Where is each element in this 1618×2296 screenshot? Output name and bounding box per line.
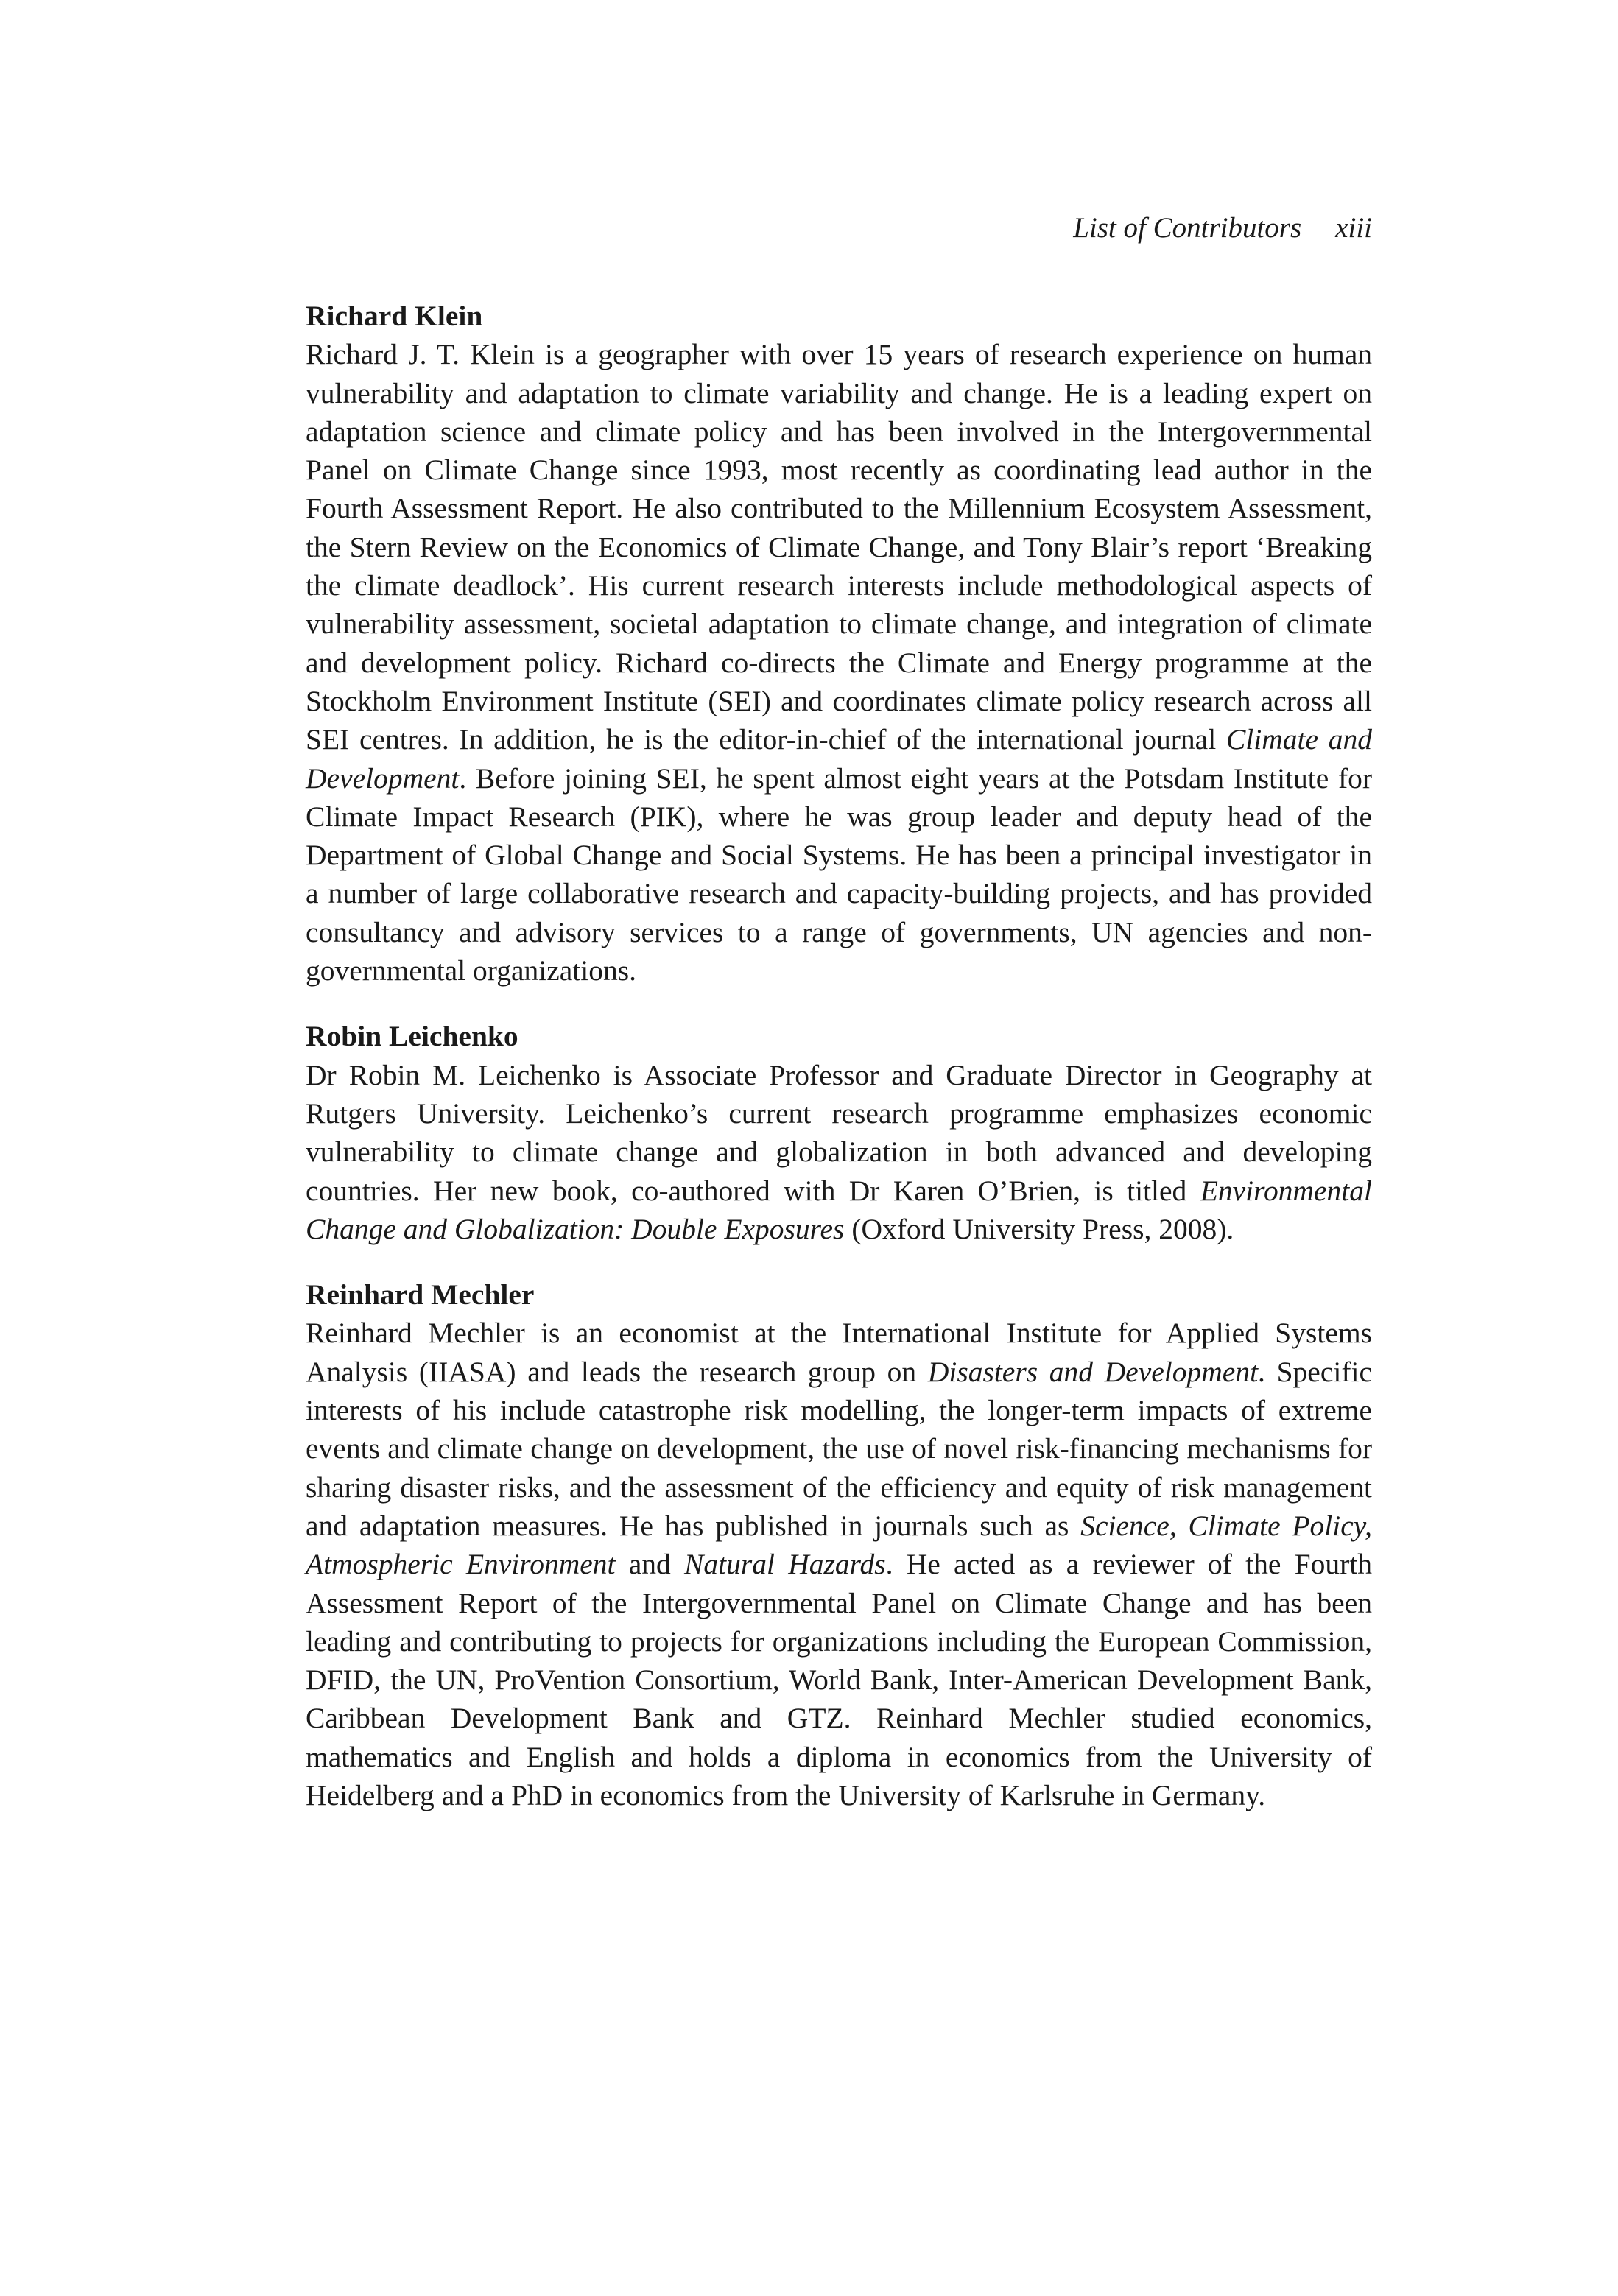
bio-text: . Before joining SEI, he spent almost eight years at the Potsdam Institute for Climate Impact Research (PIK), where he was group leader and deputy head of the Department of Global Change and Social Systems. He has been a principal investigator in a number of large collaborative research and capacity-building projects, and has provided consultancy and advisory services to a range of governments, UN agencies and non-governmental organizations. <box>306 761 1372 987</box>
bio-text: . He acted as a reviewer of the Fourth Assessment Report of the Intergovernmental Panel on Climate Change and has been leading and contributing to projects for organizations including the European Commission, DFID, the UN, ProVention Consortium, World Bank, Inter-American Development Bank, Caribbean Development Bank and GTZ. Reinhard Mechler studied economics, mathematics and English and holds a diploma in economics from the University of Heidelberg and a PhD in economics from the University of Karlsruhe in Germany. <box>306 1548 1372 1811</box>
contributor-bio <box>306 1056 1372 1248</box>
contributor-name: Robin Leichenko <box>306 1020 518 1053</box>
contributor-name: Reinhard Mechler <box>306 1278 535 1311</box>
section-title: List of Contributors <box>1073 212 1302 244</box>
contributor-bio <box>306 335 1372 990</box>
bio-italic-text: Climate and Development <box>306 723 1373 795</box>
bio-text: . Specific interests of his include catastrophe risk modelling, the longer-term impacts of extreme events and climate change on development, the use of novel risk-financing mechanisms for sharing disaster risks, and the assessment of the efficiency and equity of risk management and adaptation measures. He has published in journals such as <box>306 1355 1373 1542</box>
contributor-list <box>306 297 1372 1842</box>
contributor-entry-robin-leichenko <box>306 1017 1372 1248</box>
page-number: xiii <box>1335 212 1372 244</box>
bio-text: and <box>615 1548 685 1581</box>
bio-text: Richard J. T. Klein is a geographer with over 15 years of research experience on human vulnerability and adaptation to climate variability and change. He is a leading expert on adaptation science and climate policy and has been involved in the Intergovernmental Panel on Climate Change since 1993, most recently as coordinating lead author in the Fourth Assessment Report. He also contributed to the Millennium Ecosystem Assessment, the Stern Review on the Economics of Climate Change, and Tony Blair’s report ‘Breaking the climate deadlock’. His current research interests include methodological aspects of vulnerability assessment, societal adaptation to climate change, and integration of climate and development policy. Richard co-directs the Climate and Energy programme at the Stockholm Environment Institute (SEI) and coordinates climate policy research across all SEI centres. In addition, he is the editor-in-chief of the international journal <box>306 338 1372 756</box>
bio-italic-text: Science, Climate Policy, Atmospheric Environment <box>306 1509 1373 1581</box>
contributor-name: Richard Klein <box>306 300 483 332</box>
running-head <box>884 211 1372 246</box>
bio-text: Reinhard Mechler is an economist at the International Institute for Applied Systems Analysis (IIASA) and leads the research group on <box>306 1317 1372 1388</box>
bio-text: Dr Robin M. Leichenko is Associate Professor and Graduate Director in Geography at Rutgers University. Leichenko’s current research programme emphasizes economic vulnerability to climate change and globalization in both advanced and developing countries. Her new book, co-authored with Dr Karen O’Brien, is titled <box>306 1058 1372 1207</box>
bio-italic-text: Disasters and Development <box>927 1355 1259 1388</box>
contributor-bio <box>306 1314 1372 1814</box>
contributor-entry-reinhard-mechler <box>306 1275 1372 1814</box>
bio-italic-text: Environmental Change and Globalization: Double Exposures <box>306 1174 1372 1245</box>
contributor-entry-richard-klein <box>306 297 1372 990</box>
bio-text: (Oxford University Press, 2008). <box>844 1212 1234 1245</box>
bio-italic-text: Natural Hazards <box>684 1548 886 1581</box>
